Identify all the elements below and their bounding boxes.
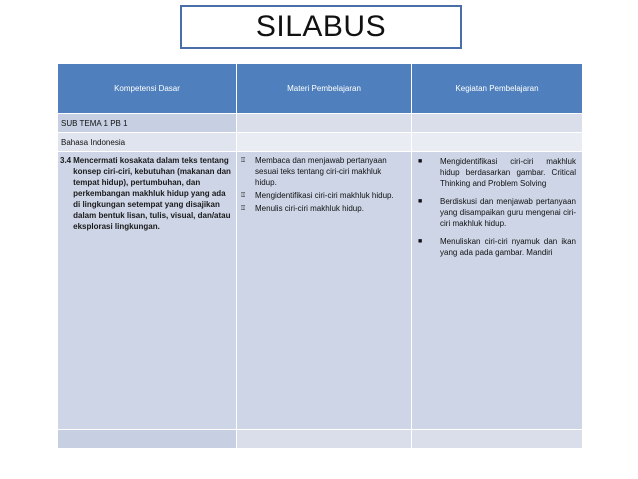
empty-cell — [412, 133, 583, 152]
square-bullet-icon: ■ — [418, 238, 423, 245]
header-kegiatan-pembelajaran: Kegiatan Pembelajaran — [412, 64, 583, 114]
kegiatan-item-text: Berdiskusi dan menjawab pertanyaan yang disampaikan guru mengenai ciri-ciri makhluk hidup. — [440, 197, 576, 228]
kompetensi-text: Mencermati kosakata dalam teks tentang konsep ciri-ciri, kebutuhan (makanan dan tempat hidup), pertumbuhan, dan perkembangan makhluk hidup yang ada di lingkungan setempat yang disajikan dalam bentuk lisan, tulis, visual, dan/atau eksplorasi lingkungan. — [73, 156, 231, 231]
page-title-text: SILABUS — [255, 10, 387, 43]
empty-bottom-row — [58, 430, 583, 449]
empty-cell — [237, 430, 412, 449]
kegiatan-item-text: Menuliskan ciri-ciri nyamuk dan ikan yang ada pada gambar. Mandiri — [440, 237, 576, 257]
subject-row — [58, 133, 583, 152]
empty-cell — [237, 133, 412, 152]
checkbox-arrow-icon: ⍐ — [241, 157, 246, 164]
checkbox-arrow-icon: ⍐ — [241, 205, 246, 212]
list-item — [241, 190, 405, 201]
list-item — [418, 196, 576, 229]
kompetensi-dasar-cell — [58, 152, 237, 430]
kegiatan-item-text: Mengidentifikasi ciri-ciri makhluk hidup berdasarkan gambar. Critical Thinking and Problem Solving — [440, 157, 576, 188]
square-bullet-icon: ■ — [418, 198, 423, 205]
materi-item-text: Membaca dan menjawab pertanyaan sesuai teks tentang ciri-ciri makhluk hidup. — [255, 156, 387, 187]
empty-cell — [58, 430, 237, 449]
empty-cell — [412, 430, 583, 449]
list-item — [418, 236, 576, 258]
checkbox-arrow-icon: ⍐ — [241, 192, 246, 199]
empty-cell — [237, 114, 412, 133]
kompetensi-number: 3.4 — [60, 156, 72, 165]
list-item — [418, 156, 576, 189]
kegiatan-pembelajaran-cell — [412, 152, 583, 430]
materi-item-text: Menulis ciri-ciri makhluk hidup. — [255, 204, 364, 213]
list-item — [241, 203, 405, 214]
square-bullet-icon: ■ — [418, 158, 423, 165]
table-header-row — [58, 64, 583, 114]
page-title — [180, 5, 462, 49]
materi-pembelajaran-cell — [237, 152, 412, 430]
subject-label: Bahasa Indonesia — [58, 133, 237, 152]
silabus-table — [57, 63, 583, 449]
empty-cell — [412, 114, 583, 133]
header-kompetensi-dasar: Kompetensi Dasar — [58, 64, 237, 114]
header-materi-pembelajaran: Materi Pembelajaran — [237, 64, 412, 114]
sub-tema-label: SUB TEMA 1 PB 1 — [58, 114, 237, 133]
sub-tema-row — [58, 114, 583, 133]
content-row — [58, 152, 583, 430]
list-item — [241, 155, 405, 188]
materi-item-text: Mengidentifikasi ciri-ciri makhluk hidup. — [255, 191, 394, 200]
